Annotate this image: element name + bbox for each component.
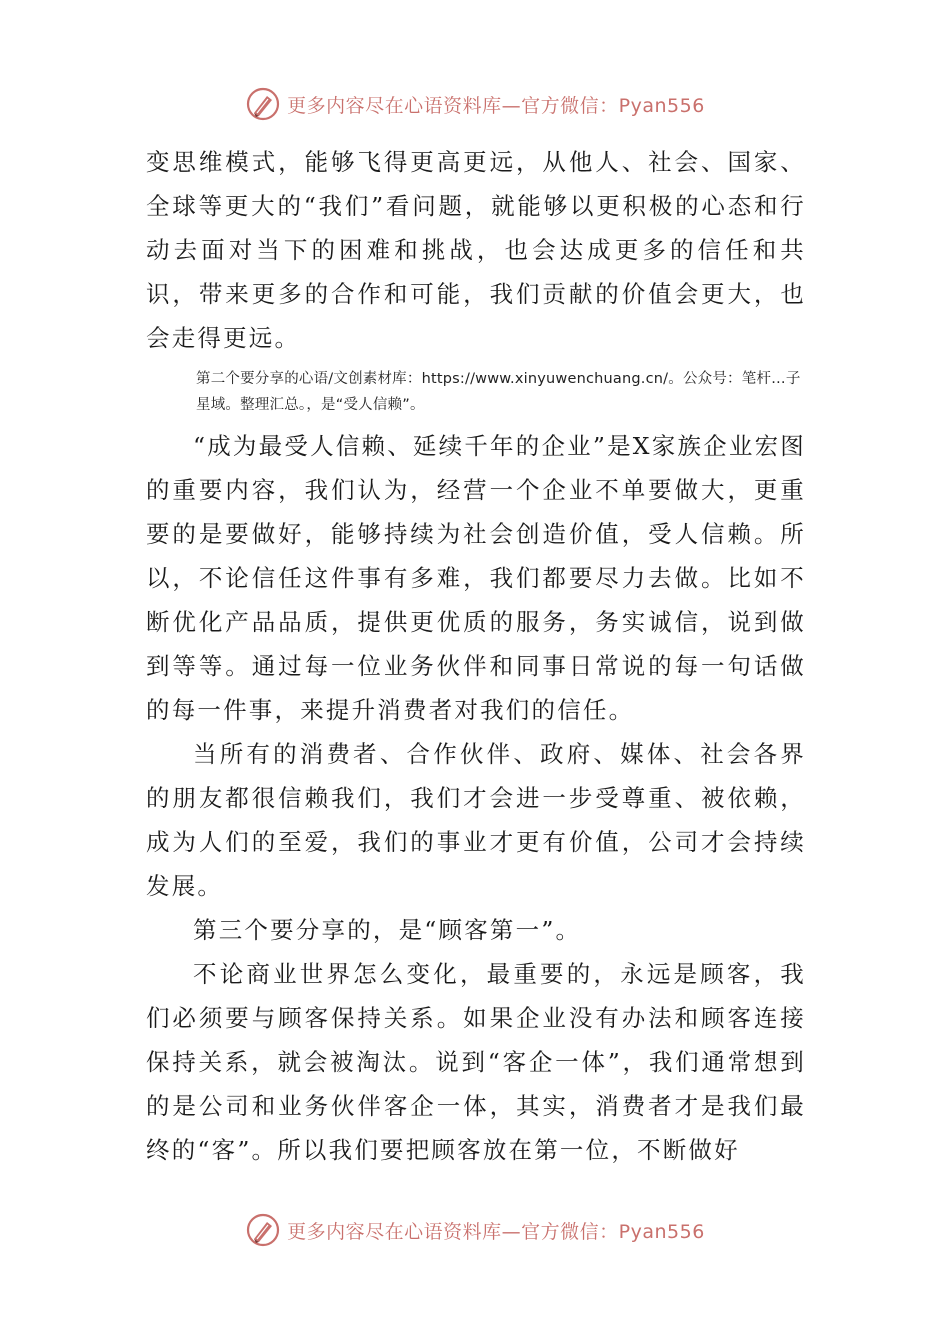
paragraph: “成为最受人信赖、延续千年的企业”是X家族企业宏图的重要内容，我们认为，经营一个企业不单要做大，更重要的是要做好，能够持续为社会创造价值，受人信赖。所以，不论信任这件事有多难，我们都要尽力去做。比如不断优化产品品质，提供更优质的服务，务实诚信，说到做到等等。通过每一位业务伙伴和同事日常说的每一句话做的每一件事，来提升消费者对我们的信任。 <box>146 432 806 724</box>
banner-text: 更多内容尽在心语资料库—官方微信：Pyan556 <box>287 94 705 117</box>
banner-text: 更多内容尽在心语资料库—官方微信：Pyan556 <box>287 1220 705 1243</box>
pen-nib-logo-icon <box>245 86 281 122</box>
footer-banner <box>0 1208 950 1252</box>
document-body <box>146 140 806 1172</box>
header-banner <box>0 82 950 126</box>
paragraph: 变思维模式，能够飞得更高更远，从他人、社会、国家、全球等更大的“我们”看问题，就能够以更积极的心态和行动去面对当下的困难和挑战，也会达成更多的信任和共识，带来更多的合作和可能，我们贡献的价值会更大，也会走得更远。 <box>146 148 806 352</box>
paragraph: 第三个要分享的，是“顾客第一”。 <box>193 916 582 944</box>
source-note: 第二个要分享的心语/文创素材库：https://www.xinyuwenchuang.cn/。公众号：笔杆…子星域。整理汇总。，是“受人信赖”。 <box>196 371 801 413</box>
pen-nib-logo-icon <box>245 1212 281 1248</box>
paragraph: 不论商业世界怎么变化，最重要的，永远是顾客，我们必须要与顾客保持关系。如果企业没有办法和顾客连接保持关系，就会被淘汰。说到“客企一体”，我们通常想到的是公司和业务伙伴客企一体，其实，消费者才是我们最终的“客”。所以我们要把顾客放在第一位，不断做好 <box>146 960 806 1164</box>
paragraph: 当所有的消费者、合作伙伴、政府、媒体、社会各界的朋友都很信赖我们，我们才会进一步受尊重、被依赖，成为人们的至爱，我们的事业才更有价值，公司才会持续发展。 <box>146 740 806 900</box>
